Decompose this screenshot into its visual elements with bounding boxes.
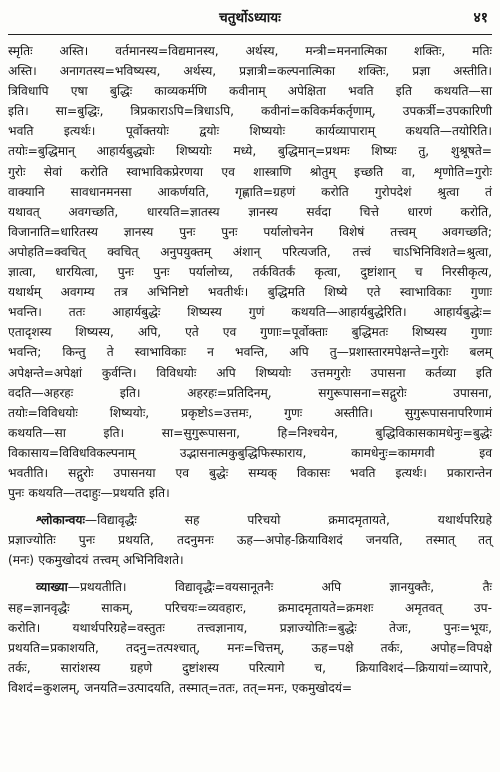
document-body — [8, 41, 492, 698]
text-line: सह=ज्ञानवृद्धैः साकम्, परिचयः=व्यवहारः, क्रमादमृतायते=क्रमशः अमृतवत् उप- — [8, 600, 492, 615]
text-line: स्मृतिः अस्ति। वर्तमानस्य=विद्यमानस्य, अर्थस्य, मन्त्री=मननात्मिका शक्तिः, मतिः — [8, 44, 492, 58]
text-line: यथार्थम् अवगम्य तत्र अभिनिष्टो भवतीर्थः। बुद्धिमति शिष्ये एते स्वाभाविकाः गुणाः — [8, 285, 492, 300]
text-line: भवति इत्यर्थः। पूर्वोक्तयोः द्वयोः शिष्ययोः कार्यव्यापाराम् कथयति—तयोरिति। — [8, 124, 492, 139]
text-line: करोति। यथार्थपरिग्रहे=वस्तुतः तत्त्वज्ञानाय, प्रज्ञाज्योतिः=बुद्धेः तेजः, पुनः=भूयः, — [8, 620, 492, 635]
text-line: भवतीति। सद्गुरोः उपासनया एव बुद्धेः सम्यक् विकासः भवति इत्यर्थः। प्रकारान्तेन — [8, 465, 492, 480]
text-line: अस्ति। अनागतस्य=भविष्यस्य, अर्थस्य, प्रज्ञात्री=कल्पनात्मिका शक्तिः, प्रज्ञा अस्तीति। — [8, 64, 492, 79]
text-line: इति। सा=बुद्धिः, त्रिप्रकाराऽपि=त्रिधाऽपि, कवीनां=कविकर्मकर्तृणाम्, उपकर्त्री=उपकारिणी — [8, 104, 492, 119]
text-line: प्रथयति=प्रकाशयति, तदनु=तत्पश्चात्, मनः=चित्तम्, ऊह=पक्षे तर्कः, अपोह=विपक्षे — [8, 640, 492, 655]
paragraph-lead-term: व्याख्या — [36, 580, 68, 595]
text-line: वदति—अहरहः इति। अहरहः=प्रतिदिनम्, सगुरूपासना=सद्गुरोः उपासना, — [8, 385, 492, 400]
text-line: विशदं=कुशलम्, जनयति=उत्पादयति, तस्मात्=ततः, तत्=मनः, एकमुखोदयं= — [8, 680, 353, 695]
text-line: वाक्यानि सावधानमनसा आकर्णयति, गृह्णाति=ग्रहणं करोति गुरोपदेशं श्रुत्वा तं — [8, 184, 492, 199]
paragraph-gap — [8, 570, 492, 577]
page-header — [8, 6, 492, 30]
paragraph — [8, 510, 492, 570]
text-line: भवन्ति; किन्तु ते स्वाभाविकाः न भवन्ति, अपि तु—प्रशास्तारमपेक्षन्ते=गुरोः बलम् — [8, 345, 492, 360]
text-line: यथावत् अवगच्छति, धारयति=ज्ञातस्य ज्ञानस्य सर्वदा चित्ते धारणं करोति, — [8, 204, 492, 219]
paragraph — [8, 577, 492, 698]
text-line: विकासाय=विविधविकल्पनाम् उद्भासनात्मकुबुद्धिफिस्फाराय, कामधेनुः=कामगवी इव — [8, 445, 492, 460]
text-line: अपेक्षन्ते=अपेक्षां कुर्वन्ति। विविधयोः अपि शिष्ययोः उत्तमगुरोः उपासना कर्तव्या इति — [8, 365, 492, 380]
header-rule — [8, 34, 492, 35]
text-line: ज्ञात्वा, धारयित्वा, पुनः पुनः पर्यालोच्य, तर्कवितर्कं कृत्वा, दुष्टांशान् च निरसीकृत्य, — [8, 265, 492, 280]
paragraph-gap — [8, 503, 492, 510]
text-line: एतादृशस्य शिष्यस्य, अपि, एते एव गुणाः=पूर्वोक्ताः बुद्धिमतः शिष्यस्य गुणाः — [8, 325, 492, 340]
text-line: भवन्ति। ततः आहार्यबुद्धेः शिष्यस्य गुणं कथयति—आहार्यबुद्धेरिति। आहार्यबुद्धेः= — [8, 305, 492, 320]
text-line: विजानाति=धारितस्य ज्ञानस्य पुनः पुनः पर्यालोचनेन विशेषं तत्त्वम् अवगच्छति; — [8, 224, 492, 239]
text-line: तयोः=विविधयोः शिष्ययोः, प्रकृष्टोऽ=उत्तमः, गुणः अस्तीति। सुगुरूपासनापरिणामं — [8, 405, 492, 420]
text-line: तयोः=बुद्धिमान् आहार्यबुद्ध्योः शिष्ययोः मध्ये, बुद्धिमान्=प्रथमः शिष्यः तु, शुश्रूषते= — [8, 144, 492, 159]
chapter-title: चतुर्थोऽध्यायः — [219, 10, 281, 26]
paragraph — [8, 41, 492, 503]
text-line: कथयति—सा इति। सा=सुगुरूपासना, हि=निश्चयेन, बुद्धिविकासकामधेनुः=बुद्धेः — [8, 425, 492, 440]
text-line: व्याख्या—प्रथयतीति। विद्यावृद्धैः=वयसानूतनैः अपि ज्ञानयुक्तैः, तैः — [36, 580, 492, 595]
paragraph-lead-term: श्लोकान्वयः — [36, 513, 85, 528]
page-number: ४१ — [473, 10, 488, 26]
text-line: तर्कः, सारांशस्य ग्रहणे दुष्टांशस्य परित्यागे च, क्रियाविशदं—क्रियायां=व्यापारे, — [8, 660, 492, 675]
text-line: अपोहति=क्वचित् क्वचित् अनुपयुक्तम् अंशान् परित्यजति, तत्त्वं चाऽभिनिविशते=श्रुत्वा, — [8, 244, 492, 259]
text-line: प्रज्ञाज्योतिः पुनः प्रथयति, तदनुमनः ऊह—अपोह-क्रियाविशदं जनयति, तस्मात् तत् — [8, 533, 492, 548]
text-line: त्रिविधापि एषा बुद्धिः काव्यकर्मणि कवीनाम् अपेक्षिता भवति इति कथयति—सा — [8, 84, 492, 99]
text-line: श्लोकान्वयः—विद्यावृद्धैः सह परिचयो क्रमादमृतायते, यथार्थपरिग्रहे — [36, 513, 492, 528]
text-line: गुरोः सेवां करोति स्वाभाविकप्रेरणया एव शास्त्राणि श्रोतुम् इच्छति वा, शृणोति=गुरोः — [8, 164, 492, 179]
text-line: पुनः कथयति—तदाहुः—प्रथयति इति। — [8, 486, 170, 501]
text-line: (मनः) एकमुखोदयं तत्त्वम् अभिनिविशते। — [8, 553, 184, 568]
